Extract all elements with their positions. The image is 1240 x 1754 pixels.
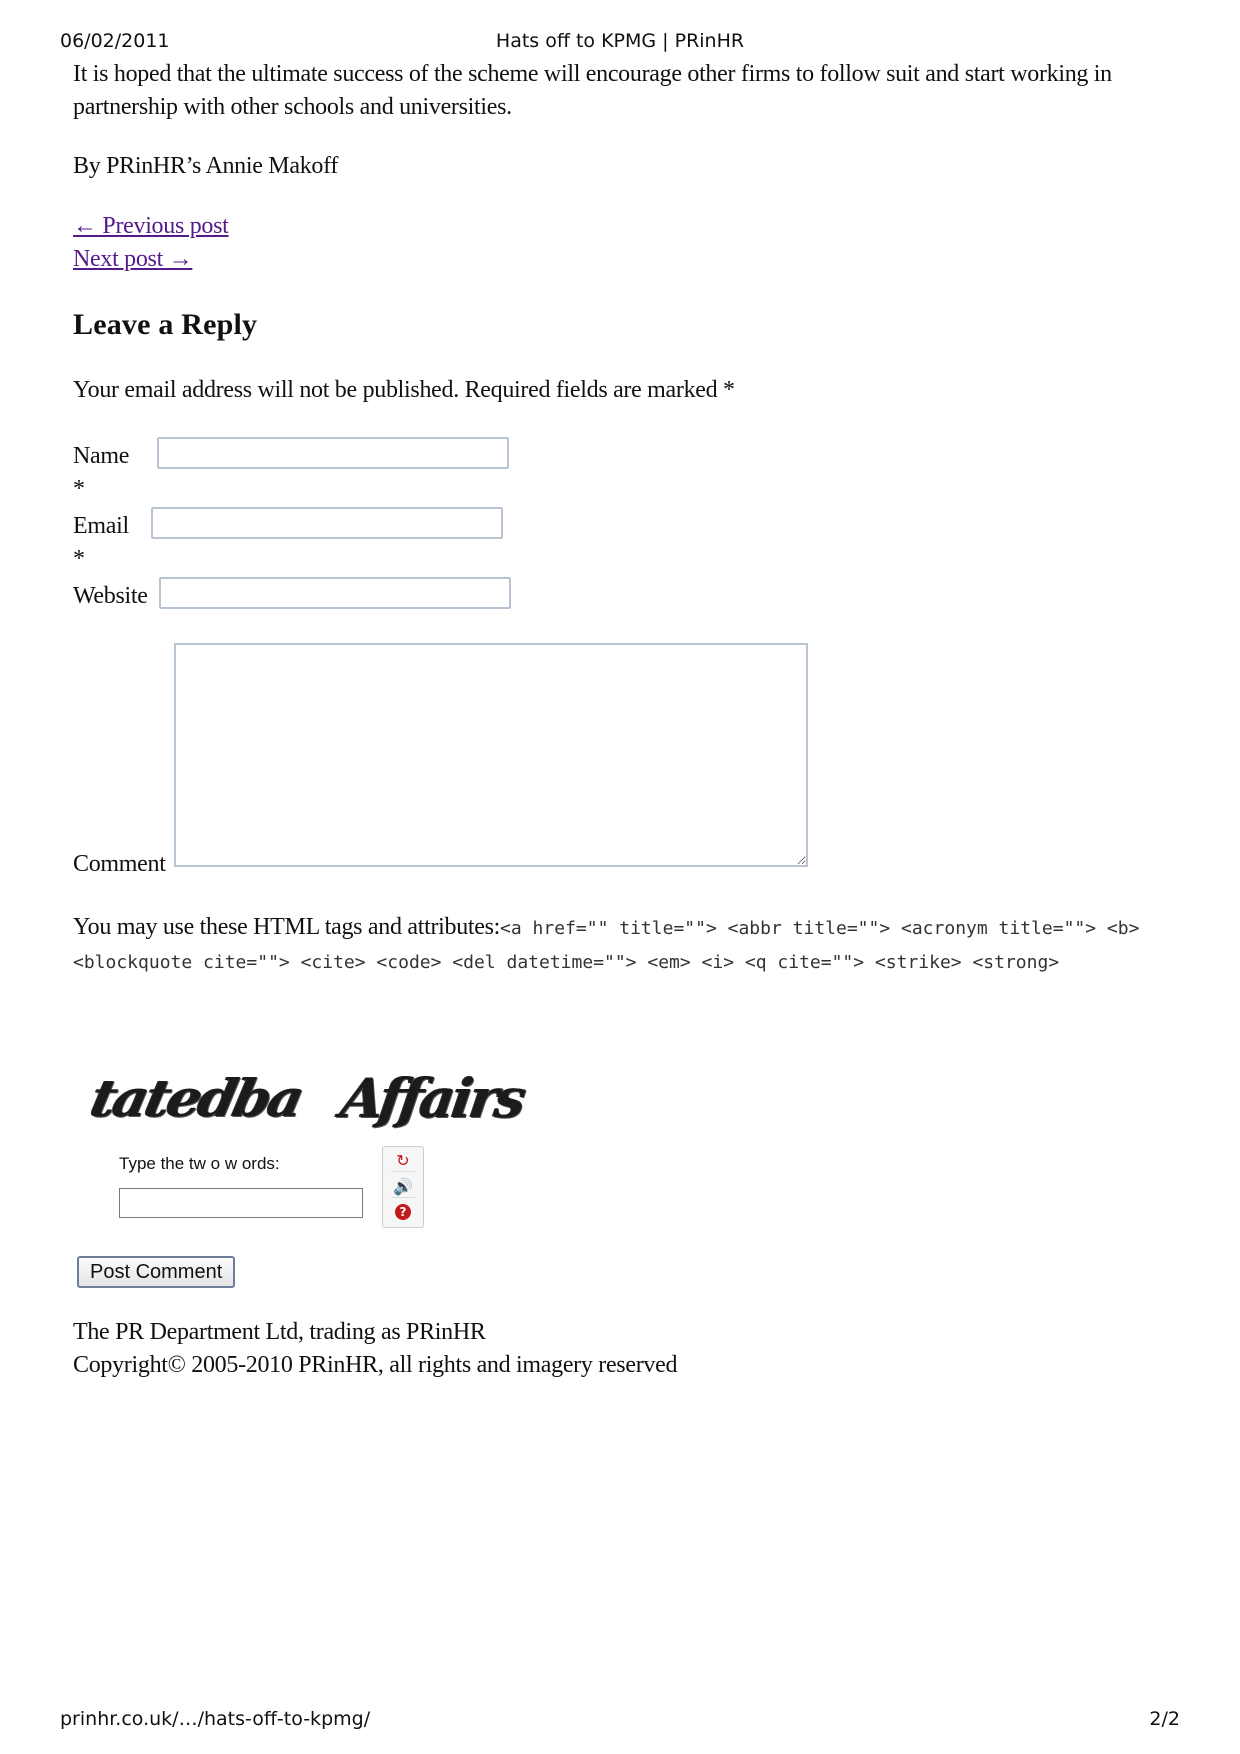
comment-label: Comment xyxy=(73,851,166,877)
captcha-toolbar xyxy=(382,1146,424,1228)
site-footer-copyright: Copyright© 2005-2010 PRinHR, all rights and imagery reserved xyxy=(73,1352,678,1378)
captcha-word-2: Affairs xyxy=(337,1066,528,1130)
article-byline: By PRinHR’s Annie Makoff xyxy=(73,153,339,179)
allowed-tags-note xyxy=(73,911,1173,980)
comment-textarea[interactable] xyxy=(174,643,808,867)
required-fields-note: Your email address will not be published. Required fields are marked * xyxy=(73,377,735,403)
name-label: Name * xyxy=(73,443,130,502)
post-comment-button[interactable]: Post Comment xyxy=(77,1256,235,1288)
print-date: 06/02/2011 xyxy=(60,30,170,52)
website-label: Website xyxy=(73,583,148,609)
allowed-tags-list: <a href="" title=""> <abbr title=""> <acronym title=""> <b> <blockquote cite=""> <cite> <code> <del datetime=""> <em> <i> <q cite=""> <strike> <strong> xyxy=(73,918,1140,973)
name-input[interactable] xyxy=(157,437,509,469)
website-input[interactable] xyxy=(159,577,511,609)
article-intro: It is hoped that the ultimate success of the scheme will encourage other firms to follow suit and start working in partnership with other schools and universities. xyxy=(73,61,1112,120)
site-footer-company: The PR Department Ltd, trading as PRinHR xyxy=(73,1319,486,1345)
captcha-input[interactable] xyxy=(119,1188,363,1218)
captcha-widget xyxy=(85,1058,528,1248)
allowed-tags-intro: You may use these HTML tags and attributes: xyxy=(73,914,501,940)
help-glyph: ? xyxy=(395,1204,411,1220)
leave-reply-heading: Leave a Reply xyxy=(73,308,258,341)
previous-post-link[interactable]: ← Previous post xyxy=(73,213,229,239)
site-footer xyxy=(73,1316,677,1382)
audio-icon[interactable]: 🔊 xyxy=(391,1175,415,1198)
print-page-title: Hats off to KPMG | PRinHR xyxy=(495,30,745,52)
print-footer xyxy=(60,1708,1180,1734)
next-post-link[interactable]: Next post → xyxy=(73,246,193,272)
help-icon[interactable] xyxy=(391,1201,415,1223)
refresh-icon[interactable]: ↻ xyxy=(391,1149,415,1172)
print-page-number: 2/2 xyxy=(1149,1708,1180,1730)
print-header xyxy=(60,30,1180,56)
captcha-image xyxy=(85,1058,528,1144)
captcha-word-1: tatedba xyxy=(85,1067,308,1129)
email-input[interactable] xyxy=(151,507,503,539)
captcha-prompt: Type the tw o w ords: xyxy=(119,1154,280,1173)
print-url: prinhr.co.uk/…/hats-off-to-kpmg/ xyxy=(60,1708,371,1730)
email-label: Email * xyxy=(73,513,129,572)
page-content xyxy=(73,58,1173,1378)
